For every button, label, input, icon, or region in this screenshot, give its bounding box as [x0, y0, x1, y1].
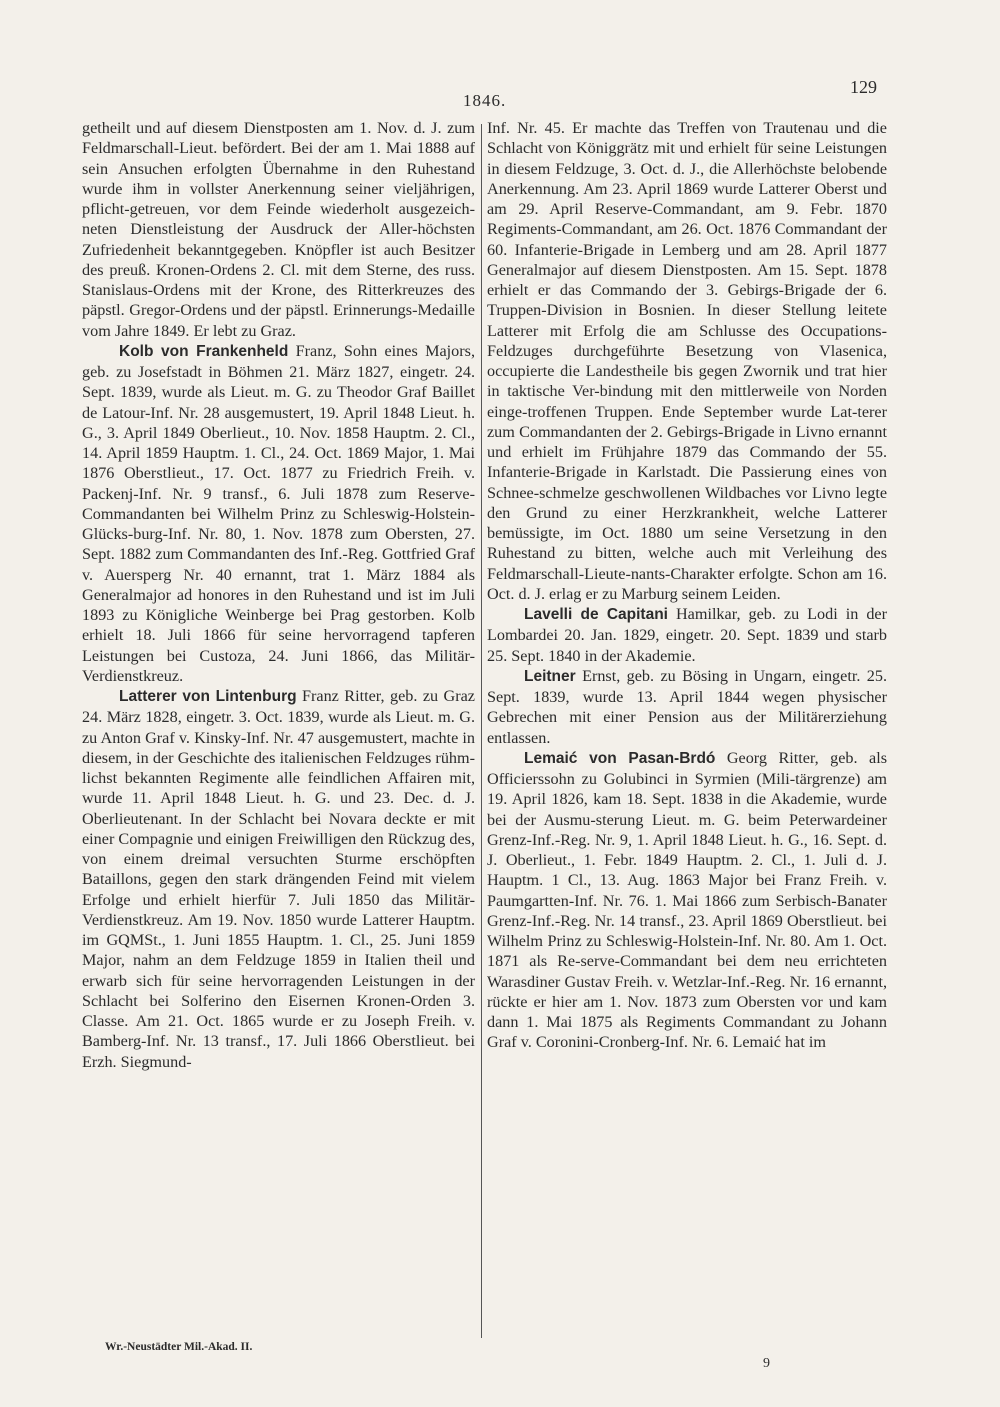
entry-lavelli — [487, 604, 887, 666]
footer-signature-mark: 9 — [763, 1356, 770, 1371]
page-number: 129 — [850, 77, 877, 97]
entry-name-kolb: Kolb von Frankenheld — [119, 342, 289, 360]
entry-name-latterer: Latterer von Lintenburg — [119, 688, 297, 705]
entry-text-lemaic: Georg Ritter, geb. als Officierssohn zu Golubinci in Syrmien (Mili-tärgrenze) am 19. April 1826, kam 18. Sept. 1838 in die Akademie, wurde bei der Ausmu-sterung Lieut. m. G. beim Peterwardeiner Grenz-Inf.-Reg. Nr. 9, 1. April 1848 Lieut. h. G., 16. Sept. d. J. Oberlieut., 1. Febr. 1849 Hauptm. 2. Cl., 1. Juli d. J. Hauptm. 1 Cl., 13. Aug. 1863 Major bei Franz Freih. v. Paumgartten-Inf. Nr. 76. 1. Mai 1866 zum Serbisch-Banater Grenz-Inf.-Reg. Nr. 14 transf., 23. April 1869 Oberstlieut. bei Wilhelm Prinz zu Schleswig-Holstein-Inf. Nr. 80. Am 1. Oct. 1871 als Re-serve-Commandant bei dem neu errichteten Warasdiner Gustav Freih. v. Wetzlar-Inf.-Reg. Nr. 16 ernannt, rückte er hier am 1. Nov. 1873 zum Obersten vor und kam dann 1. Mai 1875 als Regiments Commandant zu Johann Graf v. Coronini-Cronberg-Inf. Nr. 6. Lemaić hat im — [487, 748, 888, 1052]
entry-text-kolb: Franz, Sohn eines Majors, geb. zu Josefstadt in Böhmen 21. März 1827, eingetr. 24. Sept. 1839, wurde als Lieut. m. G. zu Theodor Graf Baillet de Latour-Inf. Nr. 28 ausgemustert, 19. April 1848 Lieut. h. G., 3. April 1849 Oberlieut., 10. Nov. 1858 Hauptm. 2. Cl., 14. April 1859 Hauptm. 1. Cl., 24. Oct. 1869 Major, 1. Mai 1876 Oberstlieut., 17. Oct. 1877 zu Friedrich Freih. v. Packenj-Inf. Nr. 9 transf., 6. Juli 1878 zum Reserve-Commandanten bei Wilhelm Prinz zu Schleswig-Holstein-Glücks-burg-Inf. Nr. 80, 1. Nov. 1878 zum Obersten, 27. Sept. 1882 zum Commandanten des Inf.-Reg. Gottfried Graf v. Auersperg Nr. 40 ernannt, trat 1. März 1884 als Generalmajor ad honores in den Ruhestand und ist im Juli 1893 zu Königliche Weinberge bei Prag gestorben. Kolb erhielt 18. Juli 1866 für seine hervorragend tapferen Leistungen bei Custoza, 24. Juni 1866, das Militär-Verdienstkreuz. — [82, 341, 475, 685]
entry-name-lemaic: Lemaić von Pasan-Brdó — [524, 749, 716, 767]
entry-text-leitner: Ernst, geb. zu Bösing in Ungarn, eingetr. 25. Sept. 1839, wurde 13. April 1844 wegen physischer Gebrechen mit einer Pension aus der Militärerziehung entlassen. — [487, 666, 887, 747]
entry-latterer — [82, 686, 475, 1072]
entry-name-leitner: Leitner — [524, 667, 576, 685]
entry-text-lavelli: Hamilkar, geb. zu Lodi in der Lombardei 20. Jan. 1829, eingetr. 20. Sept. 1839 und starb 25. Sept. 1840 in der Akademie. — [487, 605, 887, 665]
left-column — [82, 118, 475, 1072]
paragraph-latterer-continued: Inf. Nr. 45. Er machte das Treffen von Trautenau und die Schlacht von Königgrätz mit und erhielt für seine Leistungen in diesem Feldzuge, 3. Oct. d. J., die Allerhöchste belobende Anerkennung. Am 23. April 1869 wurde Latterer Oberst und am 29. April Reserve-Commandant, am 9. Febr. 1870 Regiments-Commandant, am 26. Oct. 1876 Commandant der 60. Infanterie-Brigade in Lemberg und am 28. April 1877 Generalmajor auf diesem Dienstposten. Am 15. Sept. 1878 erhielt er das Commando der 3. Gebirgs-Brigade der 6. Truppen-Division in Bosnien. In dieser Stellung leitete Latterer mit Erfolg die am Schlusse des Occupations-Feldzuges durchgeführte Besetzung von Vlasenica, occupierte die Landestheile bis gegen Zwornik und trat hier in taktische Ver-bindung mit den mittlerweile von Norden einge-troffenen Truppen. Ende September wurde Lat-terer zum Commandanten der 2. Gebirgs-Brigade in Livno ernannt und erhielt im Frühjahre 1879 das Commando der 55. Infanterie-Brigade in Karlstadt. Die Passierung eines von Schnee-schmelze geschwollenen Wildbaches vor Livno legte den Grund zu einer Herzkrankheit, welche Latterer bemüssigte, im Oct. 1880 um seine Versetzung in den Ruhestand zu bitten, welche auch mit Verleihung des Feldmarschall-Lieute-nants-Charakter erfolgte. Schon am 16. Oct. d. J. erlag er zu Marburg seinem Leiden. — [487, 119, 887, 603]
paragraph-knoepfler-continued: getheilt und auf diesem Dienstposten am 1. Nov. d. J. zum Feldmarschall-Lieut. befördert. Bei der am 1. Mai 1888 auf sein Ansuchen erfolgten Übernahme in den Ruhestand wurde ihm in vollster Anerkennung seiner vieljährigen, pflicht-getreuen, vor dem Feinde wiederholt ausgezeich-neten Dienstleistung der Ausdruck der Aller-höchsten Zufriedenheit bekanntgegeben. Knöpfler ist auch Besitzer des preuß. Kronen-Ordens 2. Cl. mit dem Sterne, des russ. Stanislaus-Ordens mit der Krone, des Ritterkreuzes des päpstl. Gregor-Ordens und der päpstl. Erinnerungs-Medaille vom Jahre 1849. Er lebt zu Graz. — [82, 119, 475, 340]
entry-text-latterer: Franz Ritter, geb. zu Graz 24. März 1828, eingetr. 3. Oct. 1839, wurde als Lieut. m. G. zu Anton Graf v. Kinsky-Inf. Nr. 47 ausgemustert, machte in diesem, in der Geschichte des italienischen Feldzuges rühm-lichst bekannten Regimente alle feindlichen Affairen mit, wurde 11. April 1848 Lieut. h. G. und 23. Dec. d. J. Oberlieutenant. In der Schlacht bei Novara deckte er mit einer Compagnie und einigen Freiwilligen den Rückzug des, von einem dreimal versuchten Sturme erschöpften Bataillons, gegen den stark drängenden Feind mit vielem Erfolge und erhielt hierfür 7. Juli 1850 das Militär-Verdienstkreuz. Am 19. Nov. 1850 wurde Latterer Hauptm. im GQMSt., 1. Juni 1855 Hauptm. 1. Cl., 25. Juni 1859 Major, nahm an dem Feldzuge 1859 in Italien theil und erwarb sich für seine hervorragenden Leistungen in der Schlacht bei Solferino den Eisernen Kronen-Orden 3. Classe. Am 21. Oct. 1865 wurde er zu Joseph Freih. v. Bamberg-Inf. Nr. 13 transf., 17. Juli 1866 Oberstlieut. bei Erzh. Siegmund- — [82, 687, 475, 1071]
entry-kolb — [82, 341, 475, 686]
entry-name-lavelli: Lavelli de Capitani — [524, 606, 668, 623]
footer-publication: Wr.-Neustädter Mil.-Akad. II. — [105, 1341, 253, 1353]
right-column — [487, 118, 887, 1053]
entry-leitner — [487, 666, 887, 748]
page-year-header: 1846. — [463, 91, 507, 110]
entry-lemaic — [487, 748, 887, 1053]
column-divider — [481, 124, 482, 1338]
